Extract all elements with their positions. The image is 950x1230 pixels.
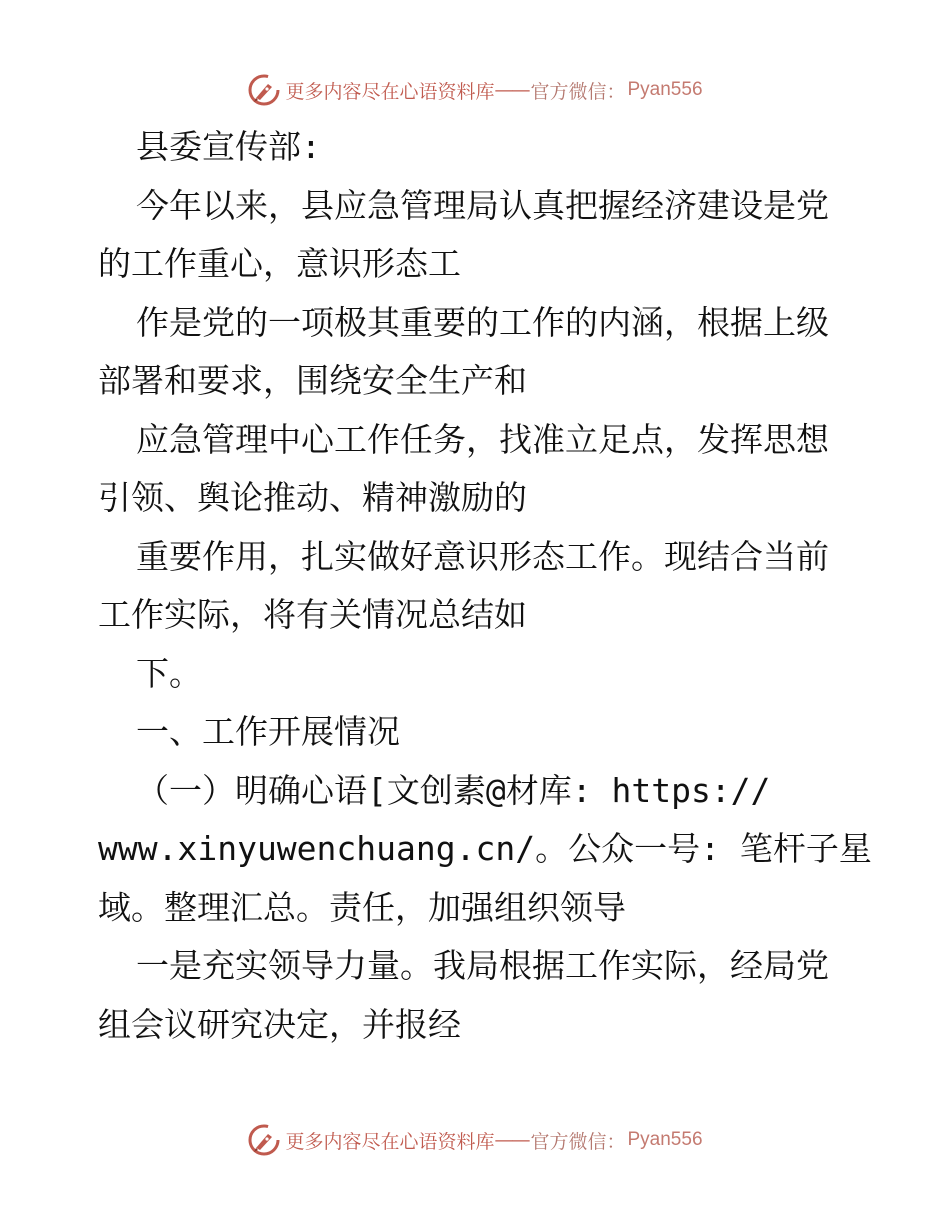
section-heading: 一、工作开展情况 bbox=[136, 712, 400, 751]
document-body bbox=[98, 118, 872, 1054]
watermark-wechat-id: Pyan556 bbox=[627, 1129, 703, 1150]
paragraph-line: 组会议研究决定，并报经 bbox=[98, 1004, 461, 1044]
salutation: 县委宣传部: bbox=[136, 127, 321, 166]
paragraph-line: 下。 bbox=[136, 653, 202, 693]
watermark-dash: —— bbox=[494, 79, 529, 101]
pen-nib-logo-icon bbox=[247, 1123, 281, 1157]
paragraph-line: 重要作用，扎实做好意识形态工作。现结合当前 bbox=[136, 536, 829, 576]
paragraph-line: 作是党的一项极其重要的工作的内涵，根据上级 bbox=[136, 302, 829, 342]
paragraph-line: 域。整理汇总。责任，加强组织领导 bbox=[98, 887, 626, 927]
paragraph-line: 应急管理中心工作任务，找准立足点，发挥思想 bbox=[136, 419, 829, 459]
paragraph-line: 一是充实领导力量。我局根据工作实际，经局党 bbox=[136, 946, 829, 985]
watermark-wechat-label: 官方微信： bbox=[530, 80, 626, 103]
watermark-text: 更多内容尽在心语资料库 bbox=[285, 80, 495, 103]
paragraph-line: 的工作重心，意识形态工 bbox=[98, 244, 461, 283]
header-watermark bbox=[0, 70, 950, 110]
pen-nib-logo-icon bbox=[247, 73, 281, 107]
paragraph-line: 今年以来，县应急管理局认真把握经济建设是党 bbox=[136, 185, 829, 225]
watermark-wechat-id: Pyan556 bbox=[627, 79, 703, 100]
watermark-dash: —— bbox=[494, 1129, 529, 1151]
watermark-wechat-label: 官方微信： bbox=[530, 1130, 626, 1153]
footer-watermark bbox=[0, 1120, 950, 1160]
paragraph-line: 引领、舆论推动、精神激励的 bbox=[98, 478, 527, 517]
paragraph-line: 工作实际，将有关情况总结如 bbox=[98, 595, 527, 634]
paragraph-line: 部署和要求，围绕安全生产和 bbox=[98, 361, 527, 400]
watermark-text: 更多内容尽在心语资料库 bbox=[285, 1130, 495, 1153]
subsection-heading: （一）明确心语[文创素@材库: https:// bbox=[136, 770, 771, 810]
paragraph-line: www.xinyuwenchuang.cn/。公众一号: 笔杆子星 bbox=[98, 829, 872, 868]
